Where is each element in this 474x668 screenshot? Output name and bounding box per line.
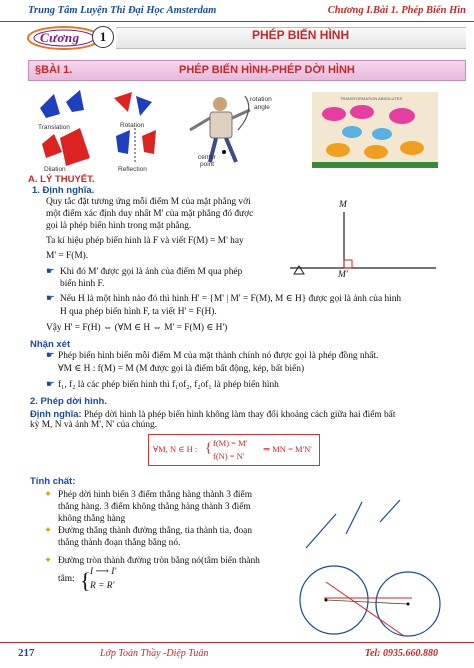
def-line-2: một điểm xác định duy nhất M' của mặt phẳng đó được xyxy=(46,209,254,219)
label-translation: Translation xyxy=(38,124,70,131)
def-line-4: Ta kí hiệu phép biến hình là F và viết F(M) = M' hay xyxy=(46,236,244,246)
label-rotation: Rotation xyxy=(120,122,145,129)
star-bullet-icon: ✦ xyxy=(44,490,52,500)
property-2a: Đường thẳng thành đường thẳng, tia thành tia, đoạn xyxy=(58,526,253,536)
chapter-number: 1 xyxy=(92,26,114,48)
formula-bottom: f(N) = N' xyxy=(213,451,245,461)
label-dilation: Dilation xyxy=(44,166,66,173)
remark-2: ∀M ∈ H : f(M) = M (M được gọi là điểm bất động, kép, bất biến) xyxy=(58,364,305,374)
transformations-figure xyxy=(32,88,172,173)
label-point-word: point xyxy=(200,161,215,168)
chapter-banner xyxy=(26,25,466,51)
fish-figure xyxy=(312,92,438,168)
formula-brace: { xyxy=(205,441,212,456)
perpendicular-lines xyxy=(290,198,440,282)
remark-1: Phép biến hình biến mỗi điểm M của mặt thành chính nó được gọi là phép đồng nhất. xyxy=(58,351,379,361)
pointer-icon: ☛ xyxy=(46,351,55,361)
formula-top: f(M) = M' xyxy=(213,438,248,448)
chapter-title: PHÉP BIẾN HÌNH xyxy=(252,28,350,42)
definition-title: 1. Định nghĩa. xyxy=(32,185,95,196)
lesson-bar xyxy=(28,60,466,81)
brace-bottom: R = R' xyxy=(90,581,115,591)
property-3a: Đường tròn thành đường tròn bằng nó(tâm biến thành xyxy=(58,556,260,566)
chapter-logo xyxy=(26,25,116,51)
def-line-6: Khi đó M' được gọi là ảnh của điểm M qua phép xyxy=(60,267,243,277)
pointer-icon: ☛ xyxy=(46,380,55,390)
page-footer xyxy=(0,642,474,668)
property-3b: tâm: xyxy=(58,574,75,584)
formula-right: ⇒ MN = M'N' xyxy=(263,444,312,454)
property-1a: Phép dời hình biến 3 điểm thẳng hàng thành 3 điểm xyxy=(58,490,252,500)
brace-top: I ⟶ I' xyxy=(90,567,117,577)
formula-left: ∀M, N ∈ H : xyxy=(153,444,198,454)
def-line-1: Quy tắc đặt tương ứng mỗi điểm M của mặt phẳng với xyxy=(46,197,251,207)
label-center-word: center xyxy=(198,154,217,161)
page-header xyxy=(0,0,474,22)
isometry-formula xyxy=(148,434,320,466)
brace-icon: { xyxy=(80,568,91,593)
label-reflection: Reflection xyxy=(118,166,147,173)
section-2-title: 2. Phép dời hình. xyxy=(30,396,107,407)
pointer-icon: ☛ xyxy=(46,267,55,277)
def-line-10: Vậy H' = F(H) ⇔ (∀M ∈ H ⇔ M' = F(M) ∈ H') xyxy=(46,323,228,333)
property-1b: thẳng hàng. 3 điểm không thẳng hàng thành 3 điểm xyxy=(58,502,251,512)
header-school: Trung Tâm Luyện Thi Đại Học Amsterdam xyxy=(28,5,217,16)
properties-title: Tính chất: xyxy=(30,476,76,487)
property-1c: không thẳng hàng xyxy=(58,514,126,524)
def-line-7: biến hình F. xyxy=(60,279,105,289)
page-number: 217 xyxy=(18,647,35,659)
remarks-title: Nhận xét xyxy=(30,339,71,350)
lesson-title: PHÉP BIẾN HÌNH-PHÉP DỜI HÌNH xyxy=(179,64,355,76)
header-chapter: Chương I.Bài 1. Phép Biến Hìn xyxy=(327,5,466,16)
circles-lines xyxy=(296,562,446,640)
lesson-label: §BÀI 1. xyxy=(35,64,73,76)
footer-teacher: Lớp Toán Thầy -Diệp Tuân xyxy=(100,648,209,659)
star-bullet-icon: ✦ xyxy=(44,556,52,566)
star-bullet-icon: ✦ xyxy=(44,526,52,536)
perpendicular-figure xyxy=(290,198,440,282)
def-line-8: Nếu H là một hình nào đó thì hình H' = {M' | M' = F(M), M ∈ H} được gọi là ảnh của hình xyxy=(60,294,402,304)
definition-text-1: Phép dời hình là phép biến hình không làm thay đổi khoảng cách giữa hai điểm bất xyxy=(83,410,396,420)
def-line-9: H qua phép biến hình F, ta viết H' = F(H). xyxy=(60,307,217,317)
def-line-5: M' = F(M). xyxy=(46,251,89,261)
label-angle-word: angle xyxy=(254,104,270,111)
fish-title: TRANSFORMATION ABSOLUTES xyxy=(340,96,403,101)
definition-label: Định nghĩa: xyxy=(30,408,82,419)
remark-3: f₁, f₂ là các phép biến hình thì f₁of₂, f₂of₁ là phép biến hình xyxy=(58,380,279,390)
segments-lines xyxy=(296,490,422,556)
rotation-figure xyxy=(180,90,300,170)
label-m-prime: M' xyxy=(338,270,348,280)
property-2b: thẳng thành đoạn thẳng bằng nó. xyxy=(58,538,181,548)
def-line-3: gọi là phép biến hình trong mặt phẳng. xyxy=(46,221,192,231)
label-m: M xyxy=(339,200,347,210)
pointer-icon: ☛ xyxy=(46,294,55,304)
section-a-title: A. LÝ THUYẾT. xyxy=(28,174,95,185)
segments-figure xyxy=(296,490,422,556)
chapter-word: Cương xyxy=(40,30,80,45)
definition-text-2: kỳ M, N và ảnh M', N' của chúng. xyxy=(30,420,158,430)
circles-figure xyxy=(296,562,446,640)
footer-phone: Tel: 0935.660.880 xyxy=(364,648,438,659)
label-rotation-word: rotation xyxy=(250,96,272,103)
